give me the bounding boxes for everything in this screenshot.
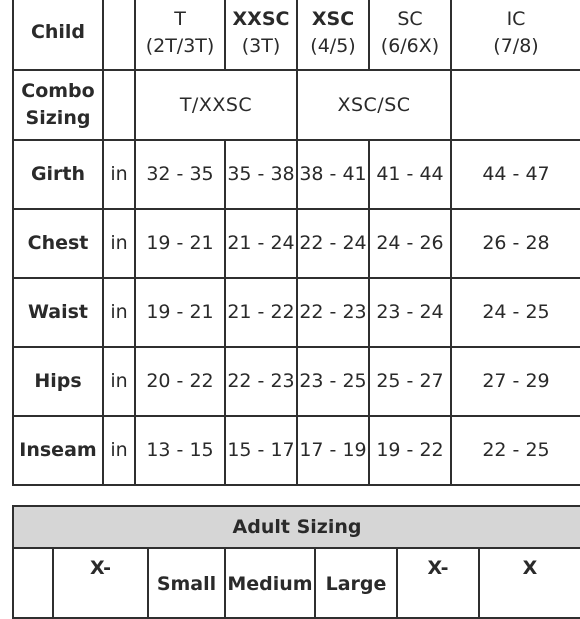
size-header-ic	[451, 0, 580, 70]
child-header-row	[13, 0, 580, 70]
measure-label: Waist	[13, 278, 103, 347]
size-header-xsc	[297, 0, 369, 70]
range-cell: 15 - 17	[225, 416, 297, 485]
measure-label: Hips	[13, 347, 103, 416]
combo-empty-cell	[451, 70, 580, 140]
range-cell: 22 - 24	[297, 209, 369, 278]
combo-unit-cell	[103, 70, 135, 140]
adult-size-cell: Small	[148, 548, 225, 618]
combo-label-line2: Sizing	[25, 107, 91, 129]
unit-cell: in	[103, 209, 135, 278]
adult-size-cell: X-	[397, 548, 479, 618]
adult-size-cell: X-	[53, 548, 148, 618]
adult-size-cell: Medium	[225, 548, 315, 618]
range-cell: 19 - 21	[135, 278, 225, 347]
range-cell: 24 - 26	[369, 209, 451, 278]
size-sub: (7/8)	[493, 34, 539, 57]
range-cell: 38 - 41	[297, 140, 369, 209]
unit-cell: in	[103, 278, 135, 347]
table-row	[13, 209, 580, 278]
table-row	[13, 278, 580, 347]
range-cell: 23 - 24	[369, 278, 451, 347]
table-row	[13, 416, 580, 485]
adult-size-row	[13, 548, 580, 618]
combo-label-line1: Combo	[21, 80, 95, 102]
range-cell: 44 - 47	[451, 140, 580, 209]
size-name: T	[174, 7, 186, 30]
child-size-table	[12, 0, 580, 486]
range-cell: 22 - 25	[451, 416, 580, 485]
range-cell: 23 - 25	[297, 347, 369, 416]
adult-title-row	[13, 506, 580, 548]
size-sub: (4/5)	[310, 34, 356, 57]
range-cell: 41 - 44	[369, 140, 451, 209]
size-name: XXSC	[232, 7, 290, 30]
range-cell: 26 - 28	[451, 209, 580, 278]
range-cell: 35 - 38	[225, 140, 297, 209]
adult-empty-cell	[13, 548, 53, 618]
unit-cell: in	[103, 140, 135, 209]
child-header-label	[13, 0, 103, 70]
size-sub: (6/6X)	[380, 34, 440, 57]
unit-cell: in	[103, 416, 135, 485]
adult-size-table	[12, 505, 580, 619]
range-cell: 32 - 35	[135, 140, 225, 209]
range-cell: 13 - 15	[135, 416, 225, 485]
size-header-xxsc	[225, 0, 297, 70]
range-cell: 19 - 21	[135, 209, 225, 278]
measure-label: Girth	[13, 140, 103, 209]
measure-label: Chest	[13, 209, 103, 278]
adult-size-cell: Large	[315, 548, 397, 618]
size-name: SC	[397, 7, 423, 30]
table-row	[13, 347, 580, 416]
adult-size-cell: X	[479, 548, 580, 618]
child-header-unit-cell	[103, 0, 135, 70]
range-cell: 22 - 23	[225, 347, 297, 416]
combo-value: XSC/SC	[297, 70, 451, 140]
range-cell: 24 - 25	[451, 278, 580, 347]
table-row	[13, 140, 580, 209]
adult-sizing-title: Adult Sizing	[13, 506, 580, 548]
range-cell: 19 - 22	[369, 416, 451, 485]
range-cell: 20 - 22	[135, 347, 225, 416]
combo-value: T/XXSC	[135, 70, 297, 140]
range-cell: 22 - 23	[297, 278, 369, 347]
size-sub: (2T/3T)	[145, 34, 215, 57]
size-name: IC	[506, 7, 526, 30]
size-name: XSC	[311, 7, 355, 30]
range-cell: 21 - 24	[225, 209, 297, 278]
range-cell: 21 - 22	[225, 278, 297, 347]
size-header-t	[135, 0, 225, 70]
unit-cell: in	[103, 347, 135, 416]
size-sub: (3T)	[241, 34, 281, 57]
range-cell: 17 - 19	[297, 416, 369, 485]
range-cell: 25 - 27	[369, 347, 451, 416]
size-header-sc	[369, 0, 451, 70]
range-cell: 27 - 29	[451, 347, 580, 416]
combo-sizing-row	[13, 70, 580, 140]
combo-sizing-label	[13, 70, 103, 140]
measure-label: Inseam	[13, 416, 103, 485]
child-header-label-text: Child	[30, 21, 86, 43]
